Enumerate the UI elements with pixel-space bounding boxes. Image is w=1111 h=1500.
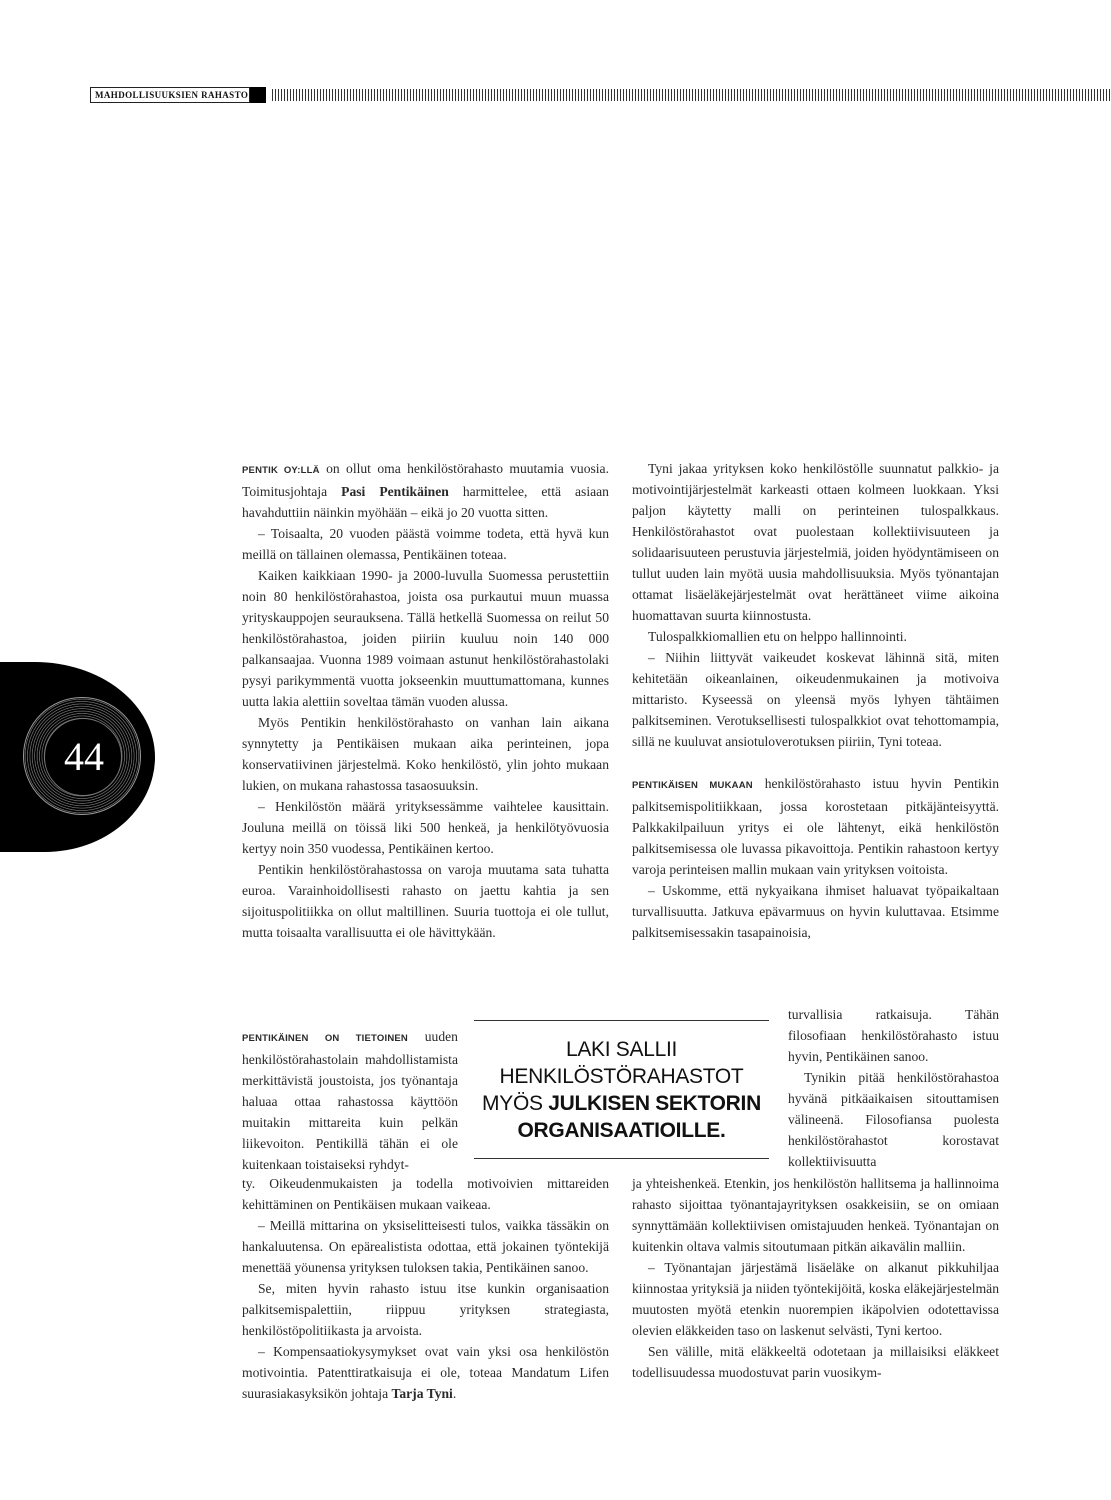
paragraph: PENTIKÄISEN MUKAAN henkilöstörahasto istuu hyvin Pentikin palkitsemispolitiikkaan, jossa korostetaan pitkäjänteisyyttä. Palkkakilpailuun yritys ei ole lähtenyt, eikä henkilöstön palkitsemisessa ole luvassa pikavoittoja. Pentikin rahastoon kertyy varoja perinteisen mallin mukaan vain yrityksen voitoista. bbox=[632, 776, 999, 877]
pull-quote-top-rule bbox=[474, 1020, 769, 1021]
paragraph: – Meillä mittarina on yksiselitteisesti tulos, vaikka tässäkin on hankaluutensa. On epärealistista odottaa, että jokainen työntekijä menettää yöunensa yrityksen tuloksen takia, Pentikäinen sanoo. bbox=[242, 1218, 609, 1275]
paragraph-lead: PENTIK OY:LLÄ bbox=[242, 465, 320, 476]
section-header bbox=[90, 87, 1111, 105]
section-label: MAHDOLLISUUKSIEN RAHASTO bbox=[90, 87, 250, 103]
paragraph-gap bbox=[632, 752, 999, 773]
page-number: 44 bbox=[64, 734, 104, 779]
paragraph: turvallisia ratkaisuja. Tähän filosofiaan henkilöstörahasto istuu hyvin, Pentikäinen sanoo. bbox=[788, 1007, 999, 1064]
paragraph: PENTIKÄINEN ON TIETOINEN uuden henkilöstörahastolain mahdollistamista merkittävistä joustoista, jos työnantaja haluaa ottaa rahastossa käyttöön muitakin mittareita kuin pelkän liikevoiton. Pentikillä tähän ei ole kuitenkaan toistaiseksi ryhdyt- bbox=[242, 1029, 458, 1172]
paragraph: Tyni jakaa yrityksen koko henkilöstölle suunnatut palkkio- ja motivointijärjestelmät karkeasti ottaen kolmeen luokkaan. Yksi paljon käytetty malli on perinteinen tulospalkkaus. Henkilöstörahastot ovat puolestaan kollektiivisuuteen ja solidaarisuuteen perustuvia järjestelmiä, joiden hyödyntämiseen on tullut uuden lain myötä uusia mahdollisuuksia. Myös työnantajan ottamat lisäeläkejärjestelmät ovat herättäneet viime aikoina huomattavan suurta kiinnostusta. bbox=[632, 461, 999, 623]
pull-quote-text: LAKI SALLII HENKILÖSTÖRAHASTOT MYÖS JULKISEN SEKTORIN ORGANISAATIOILLE. bbox=[482, 1038, 761, 1142]
article-column-left-bottom bbox=[242, 1173, 609, 1404]
paragraph: PENTIK OY:LLÄ on ollut oma henkilöstörahasto muutamia vuosia. Toimitusjohtaja Pasi Pentikäinen harmittelee, että asiaan havahduttiin näinkin myöhään – eikä jo 20 vuotta sitten. bbox=[242, 461, 609, 520]
paragraph: – Työnantajan järjestämä lisäeläke on alkanut pikkuhiljaa kiinnostaa yrityksiä ja niiden työntekijöitä, koska eläkejärjestelmän muutosten myötä etenkin nuorempien ikäpolvien odotettavissa olevien eläkkeiden taso on laskenut selvästi, Tyni kertoo. bbox=[632, 1260, 999, 1338]
person-name: Pasi Pentikäinen bbox=[341, 484, 449, 499]
article-column-left-narrow bbox=[242, 1026, 458, 1175]
article-column-right-narrow bbox=[788, 1004, 999, 1172]
article-column-left bbox=[242, 458, 609, 943]
article-column-right-bottom bbox=[632, 1173, 999, 1383]
paragraph-lead: PENTIKÄISEN MUKAAN bbox=[632, 780, 753, 791]
person-name: Tarja Tyni bbox=[391, 1386, 453, 1401]
paragraph: – Uskomme, että nykyaikana ihmiset haluavat työpaikaltaan turvallisuutta. Jatkuva epävarmuus on hyvin kuluttavaa. Etsimme palkitsemisessakin tasapainoisia, bbox=[632, 883, 999, 940]
pull-quote bbox=[474, 1020, 769, 1160]
page-number-badge bbox=[23, 697, 141, 815]
header-barcode-rule bbox=[272, 89, 1111, 101]
paragraph: – Henkilöstön määrä yrityksessämme vaihtelee kausittain. Jouluna meillä on töissä liki 500 henkeä, ja henkilötyövuosia kertyy noin 350 vuodessa, Pentikäinen kertoo. bbox=[242, 799, 609, 856]
paragraph: Tulospalkkiomallien etu on helppo hallinnointi. bbox=[648, 629, 907, 644]
header-block bbox=[250, 87, 266, 103]
paragraph: Tynikin pitää henkilöstörahastoa hyvänä pitkäaikaisen sitouttamisen välineenä. Filosofiansa puolesta henkilöstörahastot korostavat kollektiivisuutta bbox=[788, 1070, 999, 1169]
paragraph: ty. Oikeudenmukaisten ja todella motivoivien mittareiden kehittäminen on Pentikäisen mukaan vaikeaa. bbox=[242, 1176, 609, 1212]
paragraph: – Niihin liittyvät vaikeudet koskevat lähinnä sitä, miten kehitetään oikeanlainen, oikeudenmukainen ja motivoiva mittaristo. Kyseessä on yleensä myös lyhyen tähtäimen palkitseminen. Verotuksellisesti tulospalkkiot ovat tehottomampia, sillä ne kuuluvat ansiotuloverotuksen piiriin, Tyni toteaa. bbox=[632, 650, 999, 749]
paragraph-lead: PENTIKÄINEN ON TIETOINEN bbox=[242, 1033, 408, 1044]
paragraph: Pentikin henkilöstörahastossa on varoja muutama sata tuhatta euroa. Varainhoidollisesti rahasto on jaettu kahtia ja sen sijoituspolitiikka on ollut maltillinen. Suuria tuottoja ei ole tullut, mutta toisaalta varallisuutta ei ole hävittykään. bbox=[242, 862, 609, 940]
paragraph: – Kompensaatiokysymykset ovat vain yksi osa henkilöstön motivointia. Patenttiratkaisuja ei ole, toteaa Mandatum Lifen suurasiakasyksikön johtaja Tarja Tyni. bbox=[242, 1344, 609, 1401]
paragraph: ja yhteishenkeä. Etenkin, jos henkilöstön hallitsema ja hallinnoima rahasto sijoittaa työnantajayrityksen osakkeisiin, se on omiaan synnyttämään kollektiivisen omistajuuden henkeä. Työnantajan on kuitenkin oltava valmis sitoutumaan pitkän aikavälin malliin. bbox=[632, 1176, 999, 1254]
paragraph: Se, miten hyvin rahasto istuu itse kunkin organisaation palkitsemispalettiin, riippuu yrityksen strategiasta, henkilöstöpolitiikasta ja arvoista. bbox=[242, 1281, 609, 1338]
article-column-right bbox=[632, 458, 999, 943]
pull-quote-bottom-rule bbox=[474, 1158, 769, 1159]
page-number-inner bbox=[44, 718, 122, 796]
paragraph: – Toisaalta, 20 vuoden päästä voimme todeta, että hyvä kun meillä on tällainen olemassa, Pentikäinen toteaa. bbox=[242, 526, 609, 562]
paragraph: Myös Pentikin henkilöstörahasto on vanhan lain aikana synnytetty ja Pentikäisen mukaan aika perinteinen, jopa konservatiivinen järjestelmä. Koko henkilöstö, ylin johto mukaan lukien, on mukana rahastossa tasaosuuksin. bbox=[242, 715, 609, 793]
paragraph: Sen välille, mitä eläkkeeltä odotetaan ja millaisiksi eläkkeet todellisuudessa muodostuvat parin vuosikym- bbox=[632, 1344, 999, 1380]
paragraph: Kaiken kaikkiaan 1990- ja 2000-luvulla Suomessa perustettiin noin 80 henkilöstörahastoa, joista osa purkautui muun muassa yrityskauppojen seurauksena. Tällä hetkellä Suomessa on reilut 50 henkilöstörahastoa, joiden piiriin kuuluu noin 140 000 palkansaajaa. Vuonna 1989 voimaan astunut henkilöstörahastolaki pysyi parikymmentä vuotta jokseenkin muuttumattomana, kunnes uutta lakia alettiin soveltaa tämän vuoden alussa. bbox=[242, 568, 609, 709]
